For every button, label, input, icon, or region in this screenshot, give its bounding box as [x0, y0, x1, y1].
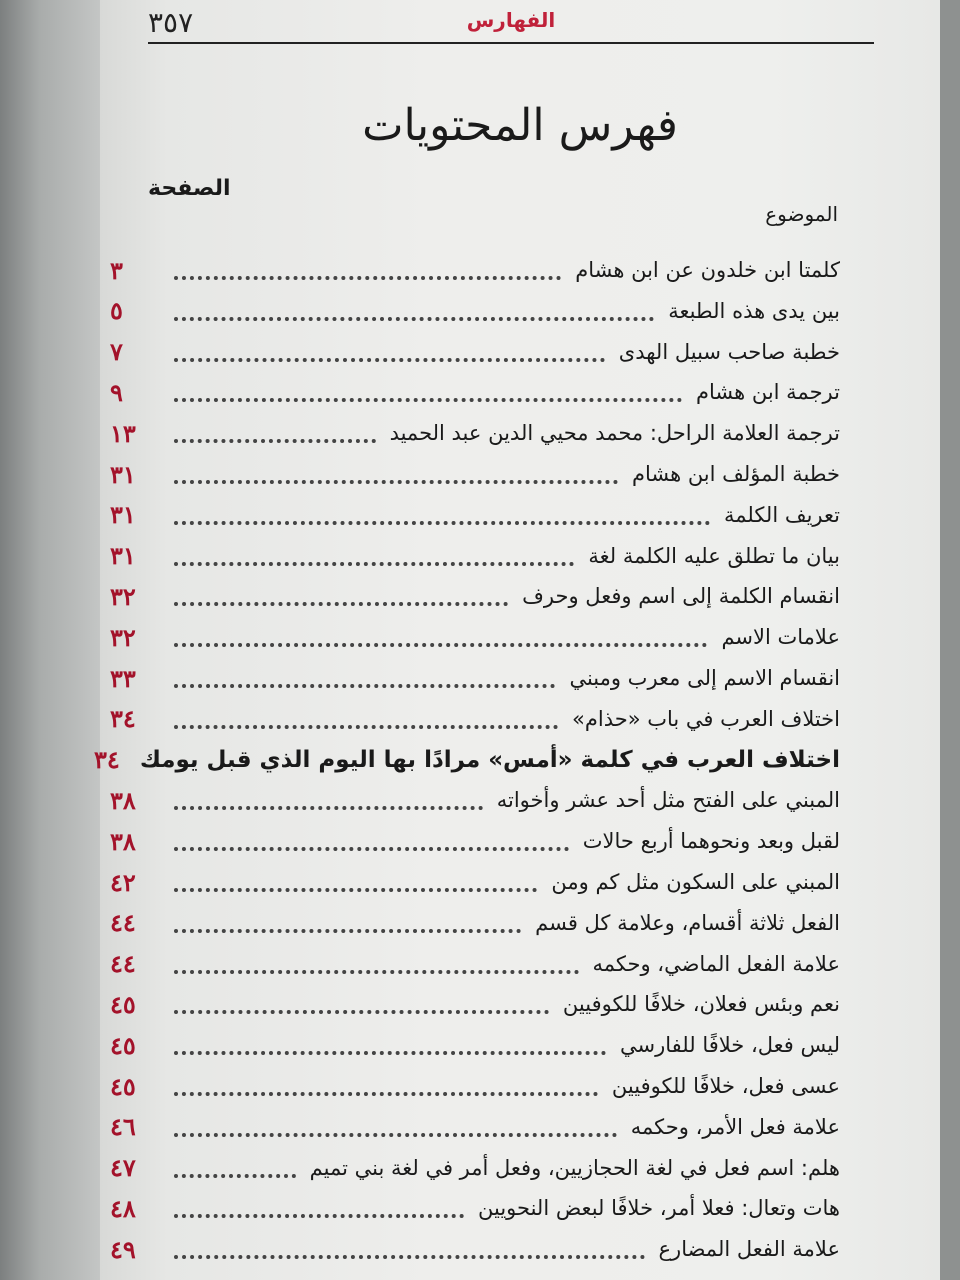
toc-entry-title: علامة فعل الأمر، وحكمه — [630, 1114, 840, 1139]
toc-entry — [110, 903, 840, 943]
toc-entry-page: ٤٨ — [110, 1193, 136, 1223]
toc-entry-title: هلم: اسم فعل في لغة الحجازيين، وفعل أمر في لغة بني تميم — [309, 1155, 840, 1180]
toc-entry-page: ٩ — [110, 377, 123, 407]
dot-leader — [174, 1170, 296, 1178]
toc-entry — [110, 821, 840, 861]
dot-leader — [174, 721, 558, 729]
toc-entry-page: ٤٥ — [110, 1071, 136, 1101]
toc-entry-page: ٤٤ — [110, 949, 136, 979]
toc-entry — [110, 862, 840, 902]
toc-entry-page: ٤٥ — [110, 989, 136, 1019]
dot-leader — [174, 558, 574, 566]
dot-leader — [174, 517, 710, 525]
dot-leader — [174, 272, 561, 280]
toc-entry-page: ٥ — [110, 296, 123, 326]
toc-entry — [110, 250, 840, 290]
toc-entry-title: كلمتا ابن خلدون عن ابن هشام — [575, 258, 840, 282]
dot-leader — [174, 313, 654, 321]
toc-entry-page: ٣٤ — [94, 745, 120, 775]
toc-entry-page: ٣٢ — [110, 581, 136, 611]
toc-entry — [110, 699, 840, 739]
toc-entry — [110, 944, 840, 984]
toc-entry-title: المبني على الفتح مثل أحد عشر وأخواته — [496, 788, 840, 813]
toc-entry-title: لقبل وبعد ونحوهما أربع حالات — [582, 829, 840, 854]
toc-entry — [110, 658, 840, 698]
toc-entry — [110, 454, 840, 494]
toc-entry-title: نعم وبئس فعلان، خلافًا للكوفيين — [562, 992, 840, 1017]
toc-entry-page: ٤٧ — [110, 1153, 136, 1183]
toc-entry-title: بيان ما تطلق عليه الكلمة لغة — [588, 543, 840, 568]
toc-entry — [94, 740, 840, 780]
dot-leader — [174, 802, 483, 810]
page-title: فهرس المحتويات — [362, 100, 678, 151]
dot-leader — [174, 1129, 617, 1137]
book-spine — [0, 0, 100, 1280]
toc-entry-title: علامات الاسم — [721, 625, 840, 650]
dot-leader — [174, 925, 521, 933]
dot-leader — [174, 639, 707, 647]
toc-entry-page: ٣٣ — [110, 663, 136, 693]
dot-leader — [174, 1210, 464, 1218]
book-page — [94, 0, 940, 1280]
dot-leader — [174, 394, 682, 402]
toc-entry-page: ٣١ — [110, 459, 136, 489]
toc-entry-page: ٤٦ — [110, 1112, 136, 1142]
toc-entry-title: اختلاف العرب في باب «حذام» — [572, 706, 840, 731]
toc-entry-title: علامة الفعل المضارع — [658, 1237, 840, 1262]
toc-entry-page: ٤٥ — [110, 1030, 136, 1060]
toc-entry — [110, 780, 840, 820]
dot-leader — [174, 1047, 606, 1055]
dot-leader — [174, 884, 537, 892]
toc-entry-title: هات وتعال: فعلا أمر، خلافًا لبعض النحويين — [478, 1196, 840, 1221]
toc-entry-title: بين يدى هذه الطبعة — [668, 298, 840, 323]
toc-entry — [110, 372, 840, 412]
toc-entry-title: المبني على السكون مثل كم ومن — [551, 870, 840, 894]
dot-leader — [174, 476, 618, 484]
toc-entry — [110, 495, 840, 535]
toc-entry-title: ليس فعل، خلافًا للفارسي — [620, 1033, 840, 1058]
dot-leader — [174, 435, 376, 443]
toc-entry-title: عسى فعل، خلافًا للكوفيين — [611, 1074, 840, 1098]
toc-entry-page: ٣٢ — [110, 622, 136, 652]
toc-entry — [110, 576, 840, 616]
toc-entry — [110, 984, 840, 1024]
toc-entry — [110, 1025, 840, 1065]
toc-entry-page: ٣١ — [110, 541, 136, 571]
toc-entry — [110, 332, 840, 372]
toc-entry-title: علامة الفعل الماضي، وحكمه — [592, 951, 840, 976]
toc-entry-page: ١٣ — [110, 418, 136, 448]
toc-entry-page: ٣٤ — [110, 704, 136, 734]
running-header: الفهارس — [466, 8, 556, 32]
topic-column-label: الموضوع — [765, 202, 838, 226]
toc-entry-page: ٣٨ — [110, 785, 136, 815]
toc-entry — [110, 1107, 840, 1147]
dot-leader — [174, 598, 508, 606]
table-of-contents — [94, 0, 940, 1280]
dot-leader — [174, 680, 555, 688]
toc-entry — [110, 1148, 840, 1188]
page-number: ٣٥٧ — [148, 6, 194, 39]
toc-entry-page: ٣٨ — [110, 826, 136, 856]
toc-entry — [110, 536, 840, 576]
toc-entry-page: ٤٢ — [110, 867, 136, 897]
toc-entry-title: انقسام الكلمة إلى اسم وفعل وحرف — [522, 584, 840, 609]
toc-entry — [110, 1188, 840, 1228]
dot-leader — [174, 354, 605, 362]
toc-entry-title: اختلاف العرب في كلمة «أمس» مرادًا بها اليوم الذي قبل يومك — [139, 746, 840, 773]
page-column-label: الصفحة — [148, 176, 231, 201]
toc-entry-page: ٤٩ — [110, 1234, 136, 1264]
toc-entry — [110, 1229, 840, 1269]
toc-entry — [110, 413, 840, 453]
toc-entry-title: تعريف الكلمة — [723, 502, 840, 527]
dot-leader — [174, 1251, 645, 1259]
toc-entry-title: ترجمة ابن هشام — [695, 380, 840, 405]
toc-entry — [110, 617, 840, 657]
toc-entry-title: انقسام الاسم إلى معرب ومبني — [569, 666, 840, 690]
dot-leader — [174, 1088, 598, 1096]
toc-entry-title: خطبة المؤلف ابن هشام — [631, 462, 840, 486]
toc-entry — [110, 291, 840, 331]
toc-entry-title: ترجمة العلامة الراحل: محمد محيي الدين عبد الحميد — [389, 421, 840, 446]
dot-leader — [174, 1006, 549, 1014]
toc-entry-title: خطبة صاحب سبيل الهدى — [618, 339, 840, 364]
toc-entry — [110, 1066, 840, 1106]
toc-entry-page: ٣ — [110, 255, 123, 285]
toc-entry-page: ٣١ — [110, 500, 136, 530]
toc-entry-title: الفعل ثلاثة أقسام، وعلامة كل قسم — [535, 910, 840, 935]
toc-entry-page: ٤٤ — [110, 908, 136, 938]
toc-entry-page: ٧ — [110, 337, 123, 367]
dot-leader — [174, 966, 579, 974]
dot-leader — [174, 843, 569, 851]
